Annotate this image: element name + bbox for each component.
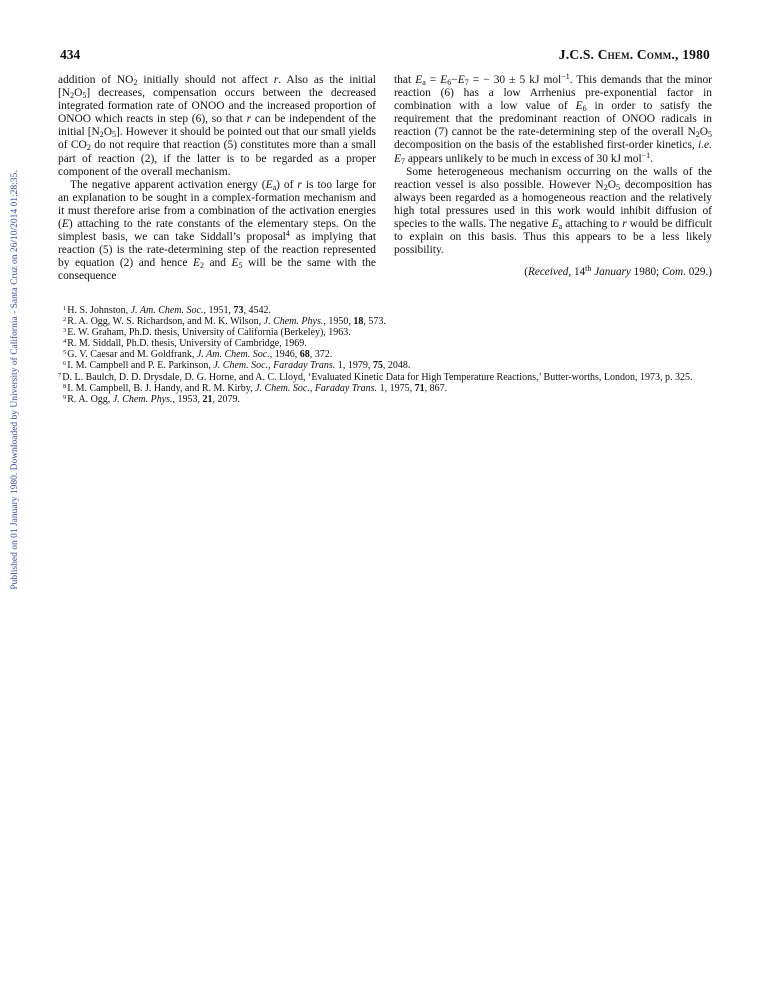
running-head: J.C.S. Chem. Comm., 1980 [558, 47, 710, 62]
reference-item: $^7$D. L. Baulch, D. D. Drysdale, D. G. Horne, and A. C. Lloyd, ‘Evaluated Kinetic Data for High Temperature Reactions,’ Butter-worths, London, 1973, p. 325. [58, 371, 693, 383]
reference-item: $^6$I. M. Campbell and P. E. Parkinson, J. Chem. Soc., Faraday Trans. 1, 1979, 75, 2048. [63, 360, 411, 372]
journal-prefix: J.C.S. [558, 47, 595, 62]
reference-item: $^2$R. A. Ogg, W. S. Richardson, and M. K. Wilson, J. Chem. Phys., 1950, 18, 573. [63, 316, 386, 328]
journal-name: Chem. Comm. [597, 47, 676, 62]
left-column [58, 74, 376, 284]
left-paragraph-2: The negative apparent activation energy $(E_a)$ of r is too large for an explanation to be sought in a complex-formation mechanism and it must therefore arise from a combination of the activation energies (E) attaching to the rate constants of the elementary steps. On the simplest basis, we can take Siddall’s proposal$^4$ as implying that reaction (5) is the rate-determining step of the reaction represented by equation (2) and hence $E_2$ and $E_5$ will be the same with the consequence [58, 178, 377, 283]
right-paragraph-1: that $E_a = E_6-E_7$ = − 30 ± 5 kJ mol$^{-1}$. This demands that the minor reaction (6) has a low Arrhenius pre-exponential factor in combination with a low value of $E_6$ in order to satisfy the requirement that the predominant reaction of ONOO radicals in reaction (7) cannot be the rate-determining step of the overall $N_2O_5$ decomposition on the basis of the established first-order kinetics, i.e. $E_7$ appears unlikely to be much in excess of 30 kJ mol$^{-1}$. [394, 72, 712, 166]
right-column [394, 74, 712, 284]
reference-item: $^4$R. M. Siddall, Ph.D. thesis, University of Cambridge, 1969. [63, 338, 307, 350]
article-body [58, 74, 712, 284]
page-number: 434 [60, 47, 81, 62]
received-note: (Received, 14th January 1980; Com. 029.) [524, 264, 712, 279]
download-side-note [9, 120, 21, 640]
reference-item: $^5$G. V. Caesar and M. Goldfrank, J. Am. Chem. Soc., 1946, 68, 372. [63, 349, 333, 361]
left-paragraph-1: addition of $NO_2$ initially should not affect r. Also as the initial $[N_2O_5]$ decreases, compensation occurs between the decreased integrated formation rate of ONOO and the increased proportion of ONOO which reacts in step (6), so that r can be independent of the initial $[N_2O_5]$. However it should be pointed out that our small yields of $CO_2$ do not require that reaction (5) constitutes more than a small part of reaction (2), if the latter is to be regarded as a proper component of the overall mechanism. [58, 74, 376, 178]
journal-year: 1980 [682, 47, 710, 62]
reference-item: $^9$R. A. Ogg, J. Chem. Phys., 1953, 21, 2079. [63, 393, 241, 405]
reference-item: $^3$E. W. Graham, Ph.D. thesis, University of California (Berkeley), 1963. [63, 327, 351, 339]
reference-item: $^1$H. S. Johnston, J. Am. Chem. Soc., 1951, 73, 4542. [63, 305, 271, 316]
references-list [58, 305, 712, 405]
right-paragraph-2: Some heterogeneous mechanism occurring on the walls of the reaction vessel is also possible. However $N_2O_5$ decomposition has always been regarded as a homogeneous reaction and the relatively high total pressures used in this work would inhibit diffusion of species to the walls. The negative $E_a$ attaching to r would be difficult to explain on this basis. Thus this appears to be a less likely possibility. [394, 165, 713, 257]
reference-item: $^8$I. M. Campbell, B. J. Handy, and R. M. Kirby, J. Chem. Soc., Faraday Trans. 1, 1975, 71, 867. [63, 382, 448, 394]
download-side-note-text[interactable]: Published on 01 January 1980. Downloaded by University of California - Santa Cruz on 26/10/2014 01:28:35. [10, 170, 20, 590]
